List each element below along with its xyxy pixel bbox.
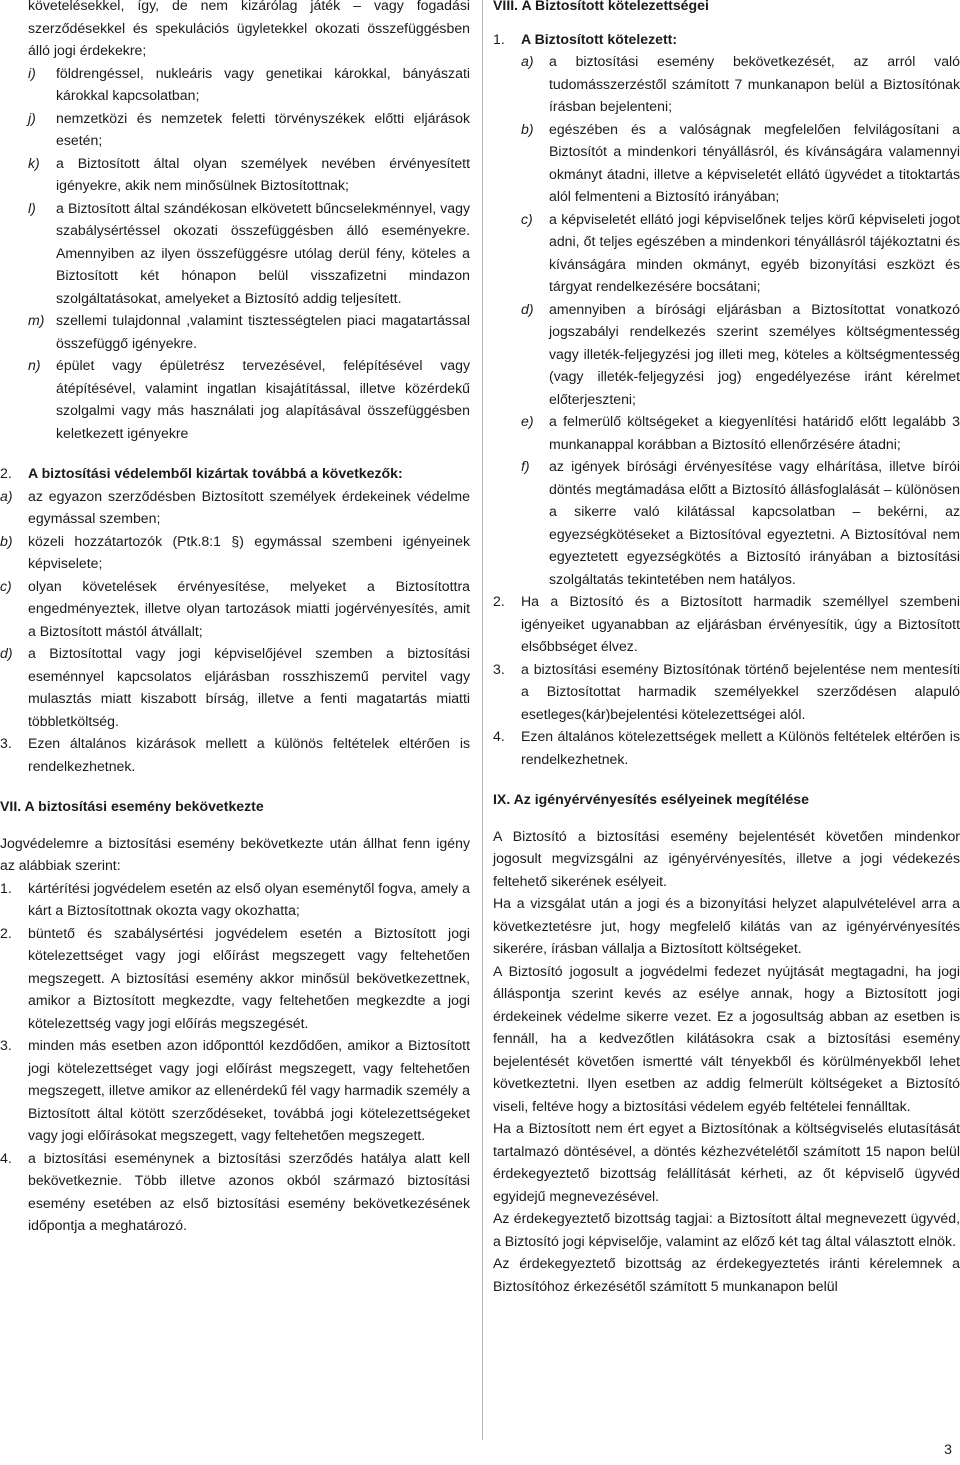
list-item xyxy=(0,354,470,444)
point-1-heading xyxy=(493,28,960,51)
list-item xyxy=(493,725,960,770)
paragraph: Az érdekegyeztető bizottság tagjai: a Biztosított által megnevezett ügyvéd, a Biztosító jogi képviselője, valamint az előző két tag által választott elnök. xyxy=(493,1210,960,1249)
list-marker: a) xyxy=(0,487,13,504)
list-item xyxy=(0,62,470,107)
list-text: a képviseletét ellátó jogi képviselőnek teljes körű képviseleti jogot adni, őt teljes egészében a mindenkori tényállásról tájékoztatni és kívánságára minden okmányt, egyéb bizonyítási eszközt és tárgyat rendelkezésére bocsátani; xyxy=(549,210,960,294)
list-marker: i) xyxy=(28,64,36,81)
list-item xyxy=(0,485,470,530)
list-item xyxy=(0,1147,470,1237)
list-text: a felmerülő költségeket a kiegyenlítési határidő előtt legalább 3 munkanappal korábban a Biztosító ellenőrzésére átadni; xyxy=(549,413,960,452)
list-marker: b) xyxy=(0,532,13,549)
continuation-paragraph xyxy=(0,0,470,62)
list-item xyxy=(0,530,470,575)
list-marker: c) xyxy=(0,577,12,594)
list-text: a biztosítási esemény Biztosítónak történő bejelentése nem mentesíti a Biztosítottat harmadik személyekkel szerződésen alapuló esetleges(kár)bejelentési kötelezettségei alól. xyxy=(521,660,960,722)
list-marker: a) xyxy=(521,53,534,69)
point-number: 2. xyxy=(0,465,12,481)
exclusion-list-1 xyxy=(0,62,470,445)
list-text: Ezen általános kötelezettségek mellett a Különös feltételek eltérően is rendelkezhetnek. xyxy=(521,728,960,767)
list-item xyxy=(493,118,960,208)
list-marker: l) xyxy=(28,199,36,216)
list-text: kártérítési jogvédelem esetén az első olyan eseménytől fogva, amely a kárt a Biztosítottnak okozta vagy okozhatta; xyxy=(28,879,470,918)
list-item xyxy=(0,309,470,354)
list-marker: d) xyxy=(0,645,13,661)
list-marker: e) xyxy=(521,413,534,429)
list-text: az igények bírósági érvényesítése vagy elhárítása, illetve bírói döntés megtámadása előtt a Biztosító állásfoglalását – különösen a sikerre való kilátással kapcsolatban – bekérni, az egyezségkötéseket a Biztosítóval egyeztetni. A Biztosítóval nem egyeztetett egyezségkötés a Biztosító irányában a biztosítási szolgáltatás tekintetében nem hatályos. xyxy=(549,458,960,587)
obligation-list xyxy=(493,50,960,590)
list-marker: f) xyxy=(521,458,530,474)
section-ix-body xyxy=(493,825,960,1298)
point-3 xyxy=(0,732,470,777)
list-marker: 3. xyxy=(0,1037,12,1053)
list-item xyxy=(493,208,960,298)
list-marker: n) xyxy=(28,357,41,373)
list-item xyxy=(493,50,960,118)
list-item xyxy=(0,1034,470,1147)
point-heading-text: A biztosítási védelemből kizártak továbbá a következők: xyxy=(28,465,403,481)
list-marker: 4. xyxy=(493,728,505,744)
list-text: földrengéssel, nukleáris vagy genetikai károkkal, bányászati károkkal kapcsolatban; xyxy=(56,64,470,103)
list-text: a Biztosított által szándékosan elkövetett bűncselekménnyel, vagy szabálysértéssel okozati összefüggésben álló eseményekre. Amennyiben az ilyen összefüggésre utólag derül fény, köteles a Biztosított két hónapon belül visszafizetni mindazon szolgáltatásokat, amelyeket a Biztosító addig teljesített. xyxy=(56,199,470,306)
list-text: a Biztosítottal vagy jogi képviselőjével szemben a biztosítási eseménnyel kapcsolatos eljárásban rosszhiszemű pervitel vagy mulasztás miatt kiszabott bírság, illetve a fenti magatartás miatti többletköltség. xyxy=(28,645,470,729)
section-title-viii: VIII. A Biztosított kötelezettségei xyxy=(493,0,709,13)
list-text: a biztosítási esemény bekövetkezését, az arról való tudomásszerzéstől számított 7 munkanapon belül a Biztosítónak írásban bejelenteni; xyxy=(549,53,960,114)
list-text: közeli hozzátartozók (Ptk.8:1 §) egymással szembeni igényeinek képviselete; xyxy=(28,532,470,571)
list-text: amennyiben a bírósági eljárásban a Biztosítottat vonatkozó jogszabályi rendelkezés szerint személyes költségmentesség vagy illeték-feljegyzési jog illeti meg, köteles a költségmentesség (vagy illeték-feljegyzési jog) engedélyezése iránt kérelmet előterjeszteni; xyxy=(549,300,960,407)
right-column xyxy=(493,0,960,1297)
list-text: a Biztosított által olyan személyek nevében érvényesített igényekre, akik nem minősülnek Biztosítottnak; xyxy=(56,154,470,193)
list-text: olyan követelések érvényesítése, melyeket a Biztosítottra engedményeztek, illetve olyan tartozások miatti jogérvényesítés, amit a Biztosított mástól átvállalt; xyxy=(28,577,470,639)
page-number: 3 xyxy=(944,1441,952,1457)
point-number: 1. xyxy=(493,30,505,47)
paragraph: A Biztosító a biztosítási esemény bejelentését követően mindenkor jogosult megvizsgálni az igényérvényesítés, illetve a jogi védekezés feltehető sikerének esélyeit. xyxy=(493,827,960,889)
list-marker: c) xyxy=(521,210,533,227)
left-column xyxy=(0,0,470,1237)
list-text: a biztosítási eseménynek a biztosítási szerződés hatálya alatt kell bekövetkeznie. Több illetve azonos okból származó biztosítási esemény esetében az első biztosítási esemény bekövetkezésének időpontja a meghatározó. xyxy=(28,1149,470,1233)
point-number: 3. xyxy=(0,735,12,751)
list-marker: 4. xyxy=(0,1149,12,1166)
paragraph: A Biztosító jogosult a jogvédelmi fedezet nyújtását megtagadni, ha jogi álláspontja szerint kevés az esélye annak, hogy a Biztosított jogi érdekeinek védelme sikerre vezet. Ez a jogosultság abban az esetben is fennáll, ha a kedvezőtlen kilátásokra csak a biztosítási esemény bejelentését követően ismertté vált tényekből és körülményekből lehet következtetni. Ilyen esetben az addig felmerült költségeket a Biztosító viseli, feltéve hogy a biztosítási védelem egyéb feltételei fennálltak. xyxy=(493,962,960,1114)
list-text: büntető és szabálysértési jogvédelem esetén a Biztosított jogi kötelezettséget vagy jogi előírást megszegett vagy feltehetően megszegett. A biztosítási esemény akkor minősül bekövetkezettnek, amikor a Biztosított megkezdte, vagy feltehetően megkezdte a jogi kötelezettség vagy jogi előírás megszegését. xyxy=(28,924,470,1031)
list-item xyxy=(0,575,470,643)
list-item xyxy=(0,877,470,922)
list-marker: 2. xyxy=(493,593,505,609)
point-heading-text: A Biztosított kötelezett: xyxy=(521,30,678,47)
list-item xyxy=(0,107,470,152)
list-item xyxy=(493,410,960,455)
list-text: épület vagy épületrész tervezésével, felépítésével vagy átépítésével, valamint ingatlan kisajátítással, illetve közérdekű szolgalmi vagy más használati jog alapításával összefüggésben keletkezett igényekre xyxy=(56,357,470,441)
section-title-ix: IX. Az igényérvényesítés esélyeinek megítélése xyxy=(493,791,809,807)
list-text: egészében és a valóságnak megfelelően felvilágosítani a Biztosítót a mindenkori tényállásról, és kívánságára valamennyi okmányt átadni, illetve a képviseletét ellátó ügyvédet a titoktartás alól felmenteni a Biztosító irányában; xyxy=(549,120,960,204)
list-marker: k) xyxy=(28,154,40,171)
list-marker: j) xyxy=(28,109,36,126)
list-item xyxy=(493,455,960,590)
list-item xyxy=(0,642,470,732)
continuation-text: követelésekkel, így, de nem kizárólag játék – vagy fogadási szerződésekkel és spekulációs ügyletekkel okozati összefüggésben álló jogi érdekekre; xyxy=(28,0,470,58)
event-list xyxy=(0,877,470,1237)
list-item xyxy=(0,922,470,1035)
list-item xyxy=(0,152,470,197)
list-marker: 2. xyxy=(0,924,12,941)
column-divider xyxy=(482,0,483,1440)
section-intro: Jogvédelemre a biztosítási esemény bekövetkezte után állhat fenn igény az alábbiak szerint: xyxy=(0,834,470,873)
paragraph: Az érdekegyeztető bizottság az érdekegyeztetés iránti kérelemnek a Biztosítóhoz érkezésétől számított 5 munkanapon belül xyxy=(493,1255,960,1294)
section-title-vii: VII. A biztosítási esemény bekövetkezte xyxy=(0,798,264,814)
exclusion-list-2 xyxy=(0,485,470,733)
list-text: az egyazon szerződésben Biztosított személyek érdekeinek védelme egymással szemben; xyxy=(28,487,470,526)
list-marker: 3. xyxy=(493,660,505,677)
list-item xyxy=(0,197,470,310)
point-text: Ezen általános kizárások mellett a különös feltételek eltérően is rendelkezhetnek. xyxy=(28,735,470,774)
list-item xyxy=(493,658,960,726)
list-text: minden más esetben azon időponttól kezdődően, amikor a Biztosított jogi kötelezettséget vagy jogi előírást megszegett, vagy feltehetően megszegett, illetve amikor az ellenérdekű fél vagy harmadik személy a Biztosított által kötött szerződéseket, továbbá jogi kötelezettségeket vagy jogi előírásokat megszegett, vagy feltehetően megszegett. xyxy=(28,1037,470,1143)
paragraph: Ha a vizsgálat után a jogi és a bizonyítási helyzet alapulvételével arra a következtetésre jut, hogy megfelelő kilátás van az igényérvényesítés sikerére, írásban vállalja a Biztosított költségeket. xyxy=(493,895,960,956)
list-item xyxy=(493,298,960,411)
list-marker: b) xyxy=(521,120,534,137)
point-2-heading xyxy=(0,462,470,485)
paragraph: Ha a Biztosított nem ért egyet a Biztosítónak a költségviselés elutasítását tartalmazó döntésével, a döntés kézhezvételétől számított 15 napon belül érdekegyeztető bizottság felállítását kérheti, az őt képviselő ügyvéd egyidejű megnevezésével. xyxy=(493,1120,960,1204)
list-marker: 1. xyxy=(0,879,12,896)
list-item xyxy=(493,590,960,658)
list-marker: d) xyxy=(521,300,534,317)
list-text: Ha a Biztosító és a Biztosított harmadik személlyel szembeni igényeiket ugyanabban az eljárásban érvényesítik, úgy a Biztosított elsőbbséget élvez. xyxy=(521,593,960,654)
list-text: szellemi tulajdonnal ,valamint tisztességtelen piaci magatartással összefüggő igényekre. xyxy=(56,312,470,351)
list-marker: m) xyxy=(28,312,45,328)
list-text: nemzetközi és nemzetek feletti törvényszékek előtti eljárások esetén; xyxy=(56,109,470,148)
